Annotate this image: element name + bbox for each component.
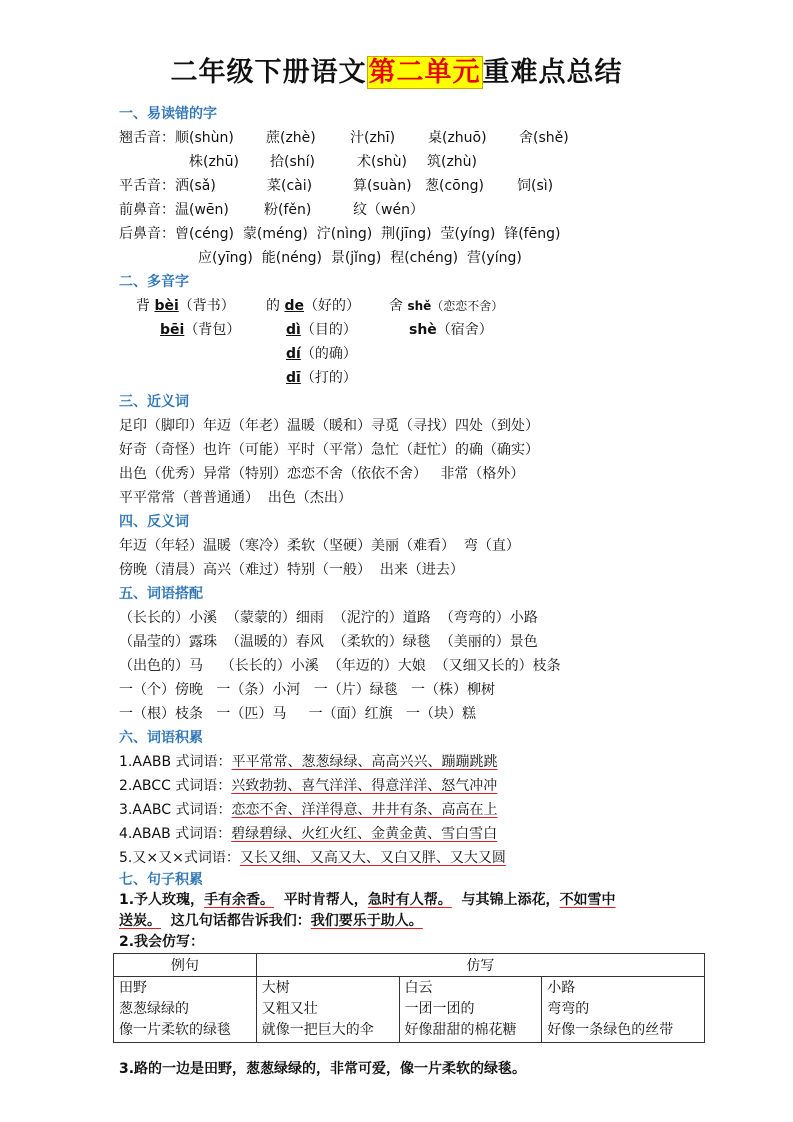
word-pattern-item	[119, 848, 506, 868]
char: 的	[266, 298, 280, 314]
sentence-2-label: 2.我会仿写：	[119, 934, 205, 950]
section-1-heading: 一、易读错的字	[119, 106, 217, 122]
polyphone-di1	[286, 368, 357, 388]
polyphone-de	[266, 296, 360, 316]
pinyin-item: 舍(shě)	[519, 130, 569, 146]
pinyin-item: 术(shù)	[357, 154, 407, 170]
table-row	[114, 977, 705, 1043]
imitation-table	[113, 953, 705, 1043]
polyphone-bei	[136, 296, 235, 316]
char: 舍	[389, 298, 403, 314]
collocation-line: （出色的）马 （长长的）小溪 （年迈的）大娘 （又细又长的）枝条	[119, 658, 561, 674]
word-pattern-item	[119, 824, 497, 844]
sentence-1-line-1	[119, 890, 616, 910]
antonym-line: 年迈（年轻）温暖（寒冷）柔软（坚硬）美丽（难看） 弯（直）	[119, 538, 520, 554]
text: 1.予人玫瑰，	[119, 892, 205, 908]
pinyin-item: 筑(zhù)	[427, 154, 478, 170]
sentence-1-line-2	[119, 911, 423, 931]
pinyin-item: 葱(cōng)	[425, 178, 484, 194]
section-4-heading: 四、反义词	[119, 514, 189, 530]
pinyin-item: 蔗(zhè)	[266, 130, 316, 146]
pinyin-item: 纹（wén）	[353, 202, 424, 218]
underlined-text: 送炭。	[119, 913, 161, 929]
word: （恋恋不舍）	[431, 299, 504, 313]
word-pattern-item	[119, 752, 498, 772]
title-part-2: 重难点总结	[482, 57, 623, 88]
sentence-3: 3.路的一边是田野，葱葱绿绿的，非常可爱，像一片柔软的绿毯。	[119, 1061, 527, 1077]
synonym-line: 出色（优秀）异常（特别）恋恋不舍（依依不舍） 非常（格外）	[119, 466, 525, 482]
page-title	[0, 50, 793, 89]
polyphone-bei-2	[160, 320, 240, 340]
synonym-line: 平平常常（普普通通） 出色（杰出）	[119, 490, 352, 506]
title-part-1: 二年级下册语文	[170, 57, 367, 88]
collocation-line: 一（根）枝条 一（匹）马 一（面）红旗 一（块）糕	[119, 706, 476, 722]
section-3-heading: 三、近义词	[119, 394, 189, 410]
underlined-text: 我们要乐于助人。	[310, 913, 423, 929]
s1-row-6: 应(yīng) 能(néng) 景(jǐng) 程(chéng) 营(yíng)	[198, 250, 522, 266]
pinyin-item: 平舌音：洒(sǎ)	[119, 178, 216, 194]
pinyin-item: 株(zhū)	[189, 154, 240, 170]
s1-row-5: 后鼻音：曾(céng) 蒙(méng) 泞(nìng) 荆(jīng) 莹(yíng) 锋(fēng)	[119, 226, 561, 242]
pattern-words: 碧绿碧绿、火红火红、金黄金黄、雪白雪白	[231, 826, 498, 842]
cell-line: 就像一把巨大的伞	[261, 1022, 374, 1038]
pinyin: bēi	[160, 322, 185, 338]
cell-line: 葱葱绿绿的	[119, 1001, 189, 1017]
cell-line: 大树	[261, 980, 290, 996]
pinyin-item: 桌(zhuō)	[428, 130, 487, 146]
section-7-heading: 七、句子积累	[119, 872, 203, 888]
cell-line: 像一片柔软的绿毯	[119, 1022, 231, 1038]
pattern-words: 又长又细、又高又大、又白又胖、又大又圆	[239, 850, 506, 866]
pinyin-item: 菜(cài)	[267, 178, 313, 194]
underlined-text: 急时有人帮。	[367, 892, 452, 908]
polyphone-she	[389, 296, 503, 316]
cell-line: 好像一条绿色的丝带	[547, 1022, 674, 1038]
cell-line: 又粗又壮	[261, 1001, 318, 1017]
pattern-words: 兴致勃勃、喜气洋洋、得意洋洋、怒气冲冲	[231, 778, 498, 794]
pinyin: bèi	[154, 298, 179, 314]
cell-line: 田野	[119, 980, 147, 996]
collocation-line: 一（个）傍晚 一（条）小河 一（片）绿毯 一（株）柳树	[119, 682, 496, 698]
word-pattern-item	[119, 776, 497, 796]
section-5-heading: 五、词语搭配	[119, 586, 203, 602]
word-pattern-item	[119, 800, 498, 820]
table-header-example: 例句	[114, 954, 257, 977]
s1-row-2	[189, 152, 477, 172]
pinyin-item: 饲(sì)	[517, 178, 554, 194]
underlined-text: 手有余香。	[204, 892, 275, 908]
word: （好的）	[303, 298, 360, 314]
cell-line: 弯弯的	[547, 1001, 590, 1017]
s1-row-4	[119, 200, 424, 220]
pattern-words: 平平常常、葱葱绿绿、高高兴兴、蹦蹦跳跳	[231, 754, 498, 770]
pinyin: dì	[286, 322, 301, 338]
pinyin-item: 前鼻音：温(wēn)	[119, 202, 229, 218]
pinyin-item: 粉(fěn)	[264, 202, 312, 218]
antonym-line: 傍晚（清晨）高兴（难过）特别（一般） 出来（进去）	[119, 562, 464, 578]
word: （宿舍）	[436, 322, 493, 338]
synonym-line: 足印（脚印）年迈（年老）温暖（暖和）寻觅（寻找）四处（到处）	[119, 418, 539, 434]
table-cell	[542, 977, 705, 1043]
table-cell	[256, 977, 399, 1043]
pattern-label: 1.AABB 式词语：	[119, 754, 232, 770]
word: （背书）	[178, 298, 235, 314]
s1-row-3	[119, 176, 553, 196]
text: 这几句话都告诉我们：	[161, 913, 311, 929]
pattern-label: 4.ABAB 式词语：	[119, 826, 232, 842]
word: （的确）	[300, 346, 357, 362]
collocation-line: （晶莹的）露珠 （温暖的）春风 （柔软的）绿毯 （美丽的）景色	[119, 634, 538, 650]
text: 与其锦上添花，	[451, 892, 560, 908]
table-header-imitation: 仿写	[256, 954, 704, 977]
pinyin: shè	[409, 322, 437, 338]
table-cell	[114, 977, 257, 1043]
polyphone-she-2	[409, 320, 493, 340]
cell-line: 一团一团的	[404, 1001, 475, 1017]
pattern-label: 3.AABC 式词语：	[119, 802, 232, 818]
polyphone-di2	[286, 344, 357, 364]
synonym-line: 好奇（奇怪）也许（可能）平时（平常）急忙（赶忙）的确（确实）	[119, 442, 539, 458]
collocation-line: （长长的）小溪 （蒙蒙的）细雨 （泥泞的）道路 （弯弯的）小路	[119, 610, 538, 626]
pinyin: dī	[286, 370, 301, 386]
cell-line: 好像甜甜的棉花糖	[404, 1022, 517, 1038]
pinyin-item: 拾(shí)	[270, 154, 315, 170]
pinyin: dí	[286, 346, 301, 362]
pinyin-item: 翘舌音：顺(shùn)	[119, 130, 234, 146]
table-cell	[399, 977, 542, 1043]
section-2-heading: 二、多音字	[119, 274, 189, 290]
underlined-text: 不如雪中	[559, 892, 616, 908]
pinyin-item: 汁(zhī)	[350, 130, 396, 146]
pattern-label: 2.ABCC 式词语：	[119, 778, 232, 794]
char: 背	[136, 298, 150, 314]
s1-row-1	[119, 128, 569, 148]
text: 平时肯帮人，	[274, 892, 368, 908]
pattern-label: 5.又×又×式词语：	[119, 850, 240, 866]
cell-line: 小路	[547, 980, 576, 996]
cell-line: 白云	[404, 980, 433, 996]
pinyin: de	[284, 298, 304, 314]
word: （打的）	[300, 370, 357, 386]
pattern-words: 恋恋不舍、洋洋得意、井井有条、高高在上	[231, 802, 498, 818]
section-6-heading: 六、词语积累	[119, 730, 203, 746]
polyphone-di4	[286, 320, 357, 340]
word: （背包）	[184, 322, 241, 338]
word: （目的）	[300, 322, 357, 338]
pinyin: shě	[407, 299, 432, 313]
title-highlight: 第二单元	[368, 57, 481, 88]
pinyin-item: 算(suàn)	[353, 178, 412, 194]
